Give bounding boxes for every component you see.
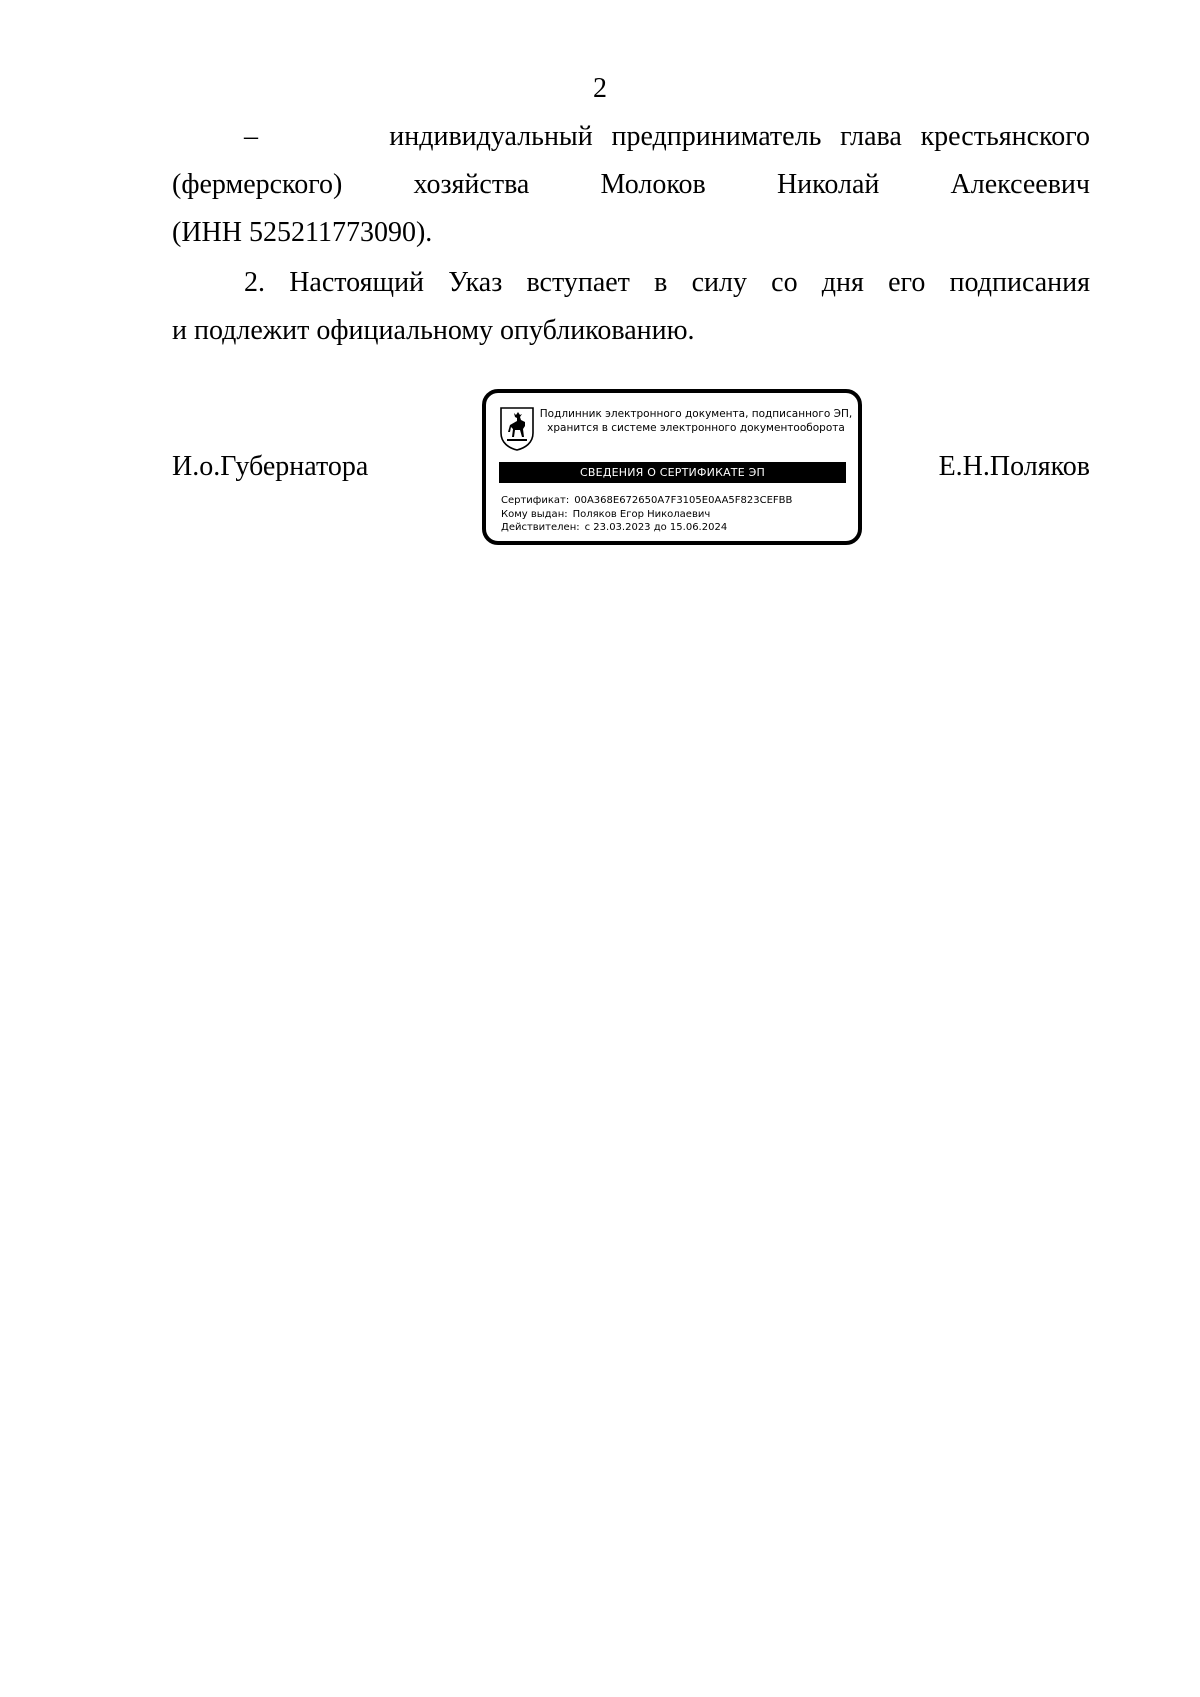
- validity-row: [501, 521, 792, 535]
- certificate-label: Сертификат:: [501, 495, 570, 506]
- page-number: 2: [593, 73, 607, 104]
- item-line-1: [172, 113, 1090, 161]
- electronic-signature-stamp: [482, 389, 862, 545]
- validity-value: с 23.03.2023 до 15.06.2024: [584, 522, 728, 533]
- stamp-header-line-2: хранится в системе электронного документооборота: [547, 422, 845, 434]
- item-dash: –: [244, 121, 258, 152]
- paragraph-2: [172, 259, 1090, 355]
- list-item-entrepreneur: [172, 113, 1090, 257]
- signatory-title: И.о.Губернатора: [172, 451, 369, 482]
- stamp-header: [538, 407, 854, 435]
- item-line-1-text: индивидуальный предприниматель глава крестьянского: [389, 121, 1091, 152]
- signatory-name: Е.Н.Поляков: [938, 451, 1090, 482]
- issued-to-value: Поляков Егор Николаевич: [572, 508, 711, 520]
- stamp-header-line-1: Подлинник электронного документа, подписанного ЭП,: [539, 408, 853, 420]
- item-line-3: (ИНН 525211773090).: [172, 217, 433, 248]
- certificate-details: [501, 494, 792, 535]
- item-line-2: (фермерского) хозяйства Молоков Николай Алексеевич: [172, 169, 1090, 200]
- certificate-value: 00A368E672650A7F3105E0AA5F823CEFBB: [574, 495, 793, 506]
- certificate-banner: СВЕДЕНИЯ О СЕРТИФИКАТЕ ЭП: [499, 462, 846, 483]
- issued-to-label: Кому выдан:: [501, 508, 568, 520]
- validity-label: Действителен:: [501, 522, 580, 533]
- issued-to-row: [501, 508, 792, 522]
- certificate-row: [501, 494, 792, 508]
- nizhny-novgorod-deer-emblem-icon: [498, 405, 536, 451]
- paragraph-2-line-1: 2. Настоящий Указ вступает в силу со дня его подписания: [244, 267, 1090, 298]
- document-body: [172, 113, 1090, 355]
- paragraph-2-line-2: и подлежит официальному опубликованию.: [172, 315, 695, 346]
